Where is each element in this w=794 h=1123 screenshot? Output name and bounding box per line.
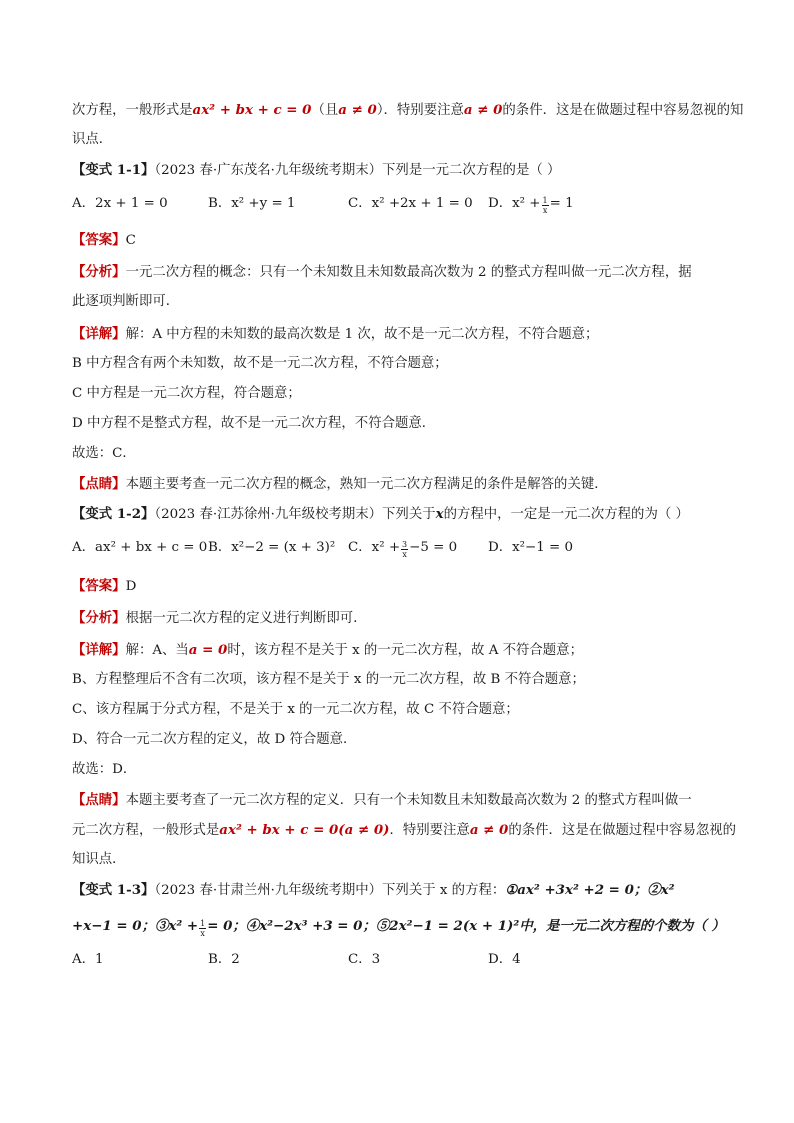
- choose-line: [72, 444, 724, 464]
- option-b: B．x² +y = 1: [208, 196, 296, 211]
- comment-text: 本题主要考查了一元二次方程的定义．只有一个未知数且未知数最高次数为 2 的整式方程叫做一: [125, 793, 692, 808]
- option-c-text: −5 = 0: [409, 540, 458, 555]
- option-d-text: D．x² +: [488, 196, 541, 211]
- option-d: [488, 194, 574, 215]
- detail-line: [72, 384, 724, 404]
- detail-text: D 中方程不是整式方程，故不是一元二次方程，不符合题意．: [72, 416, 436, 431]
- option-c-text: C．x² +: [348, 540, 401, 555]
- formula: ax² + bx + c = 0: [192, 102, 312, 118]
- detail-line: [72, 324, 724, 344]
- answer-tag: 【答案】: [72, 232, 126, 248]
- fraction-denominator: x: [542, 206, 548, 215]
- detail-line: [72, 354, 724, 374]
- detail-line: [72, 640, 724, 660]
- fraction: [401, 540, 408, 559]
- intro-text: 识点．: [72, 132, 113, 147]
- formula: ax² + bx + c = 0(a ≠ 0): [219, 822, 390, 838]
- fraction: [199, 919, 206, 938]
- detail-tag: 【详解】: [72, 326, 126, 342]
- variable: x: [435, 506, 444, 522]
- option-c: C．3: [348, 952, 381, 967]
- analysis-text: 一元二次方程的概念：只有一个未知数且未知数最高次数为 2 的整式方程叫做一元二次方程，据: [125, 265, 692, 280]
- choose-text: 故选：C．: [72, 446, 136, 461]
- variant-tag: 【变式 1-3】: [72, 882, 155, 898]
- detail-text: C、该方程属于分式方程，不是关于 x 的一元二次方程，故 C 不符合题意；: [72, 702, 519, 717]
- analysis-tag: 【分析】: [72, 264, 126, 280]
- option-d-text: = 1: [549, 196, 574, 211]
- question-source: （2023 春·江苏徐州·九年级校考期末）: [154, 507, 383, 522]
- comment-text: 知识点．: [72, 852, 126, 867]
- equation-list: +x−1 = 0；③x² +: [72, 918, 199, 934]
- detail-text: D、符合一元二次方程的定义，故 D 符合题意．: [72, 732, 357, 747]
- fraction: [542, 196, 549, 215]
- variant-1-2-options: [72, 538, 724, 558]
- option-a: A．2x + 1 = 0: [72, 196, 168, 211]
- analysis-line: [72, 262, 724, 282]
- analysis-tag: 【分析】: [72, 610, 126, 626]
- comment-text: 元二次方程，一般形式是: [72, 823, 220, 838]
- variant-tag: 【变式 1-2】: [72, 506, 155, 522]
- detail-line: [72, 700, 724, 720]
- equation-list: = 0；④x²−2x³ +3 = 0；⑤2x²−1 = 2(x + 1)²中，是一元二次方程的个数为（ ）: [207, 918, 725, 934]
- answer-line: [72, 230, 724, 250]
- variant-tag: 【变式 1-1】: [72, 162, 155, 178]
- comment-line-3: [72, 850, 724, 870]
- question-text: 下列是一元二次方程的是（ ）: [382, 163, 561, 178]
- variant-1-2-question: [72, 504, 724, 524]
- option-b: B．x²−2 = (x + 3)²: [208, 540, 336, 555]
- equation-list: ①ax² +3x² +2 = 0；②x²: [505, 882, 675, 898]
- variant-1-1-question: [72, 160, 724, 180]
- option-d: D．4: [488, 952, 521, 967]
- answer-line: [72, 576, 724, 596]
- answer-tag: 【答案】: [72, 578, 126, 594]
- fraction-numerator: 1: [542, 196, 548, 205]
- document-page: [72, 96, 744, 967]
- intro-text: ）．特别要注意: [376, 103, 464, 118]
- option-c: C．x² +2x + 1 = 0: [348, 196, 473, 211]
- variant-1-3-question-line-2: [72, 916, 724, 936]
- analysis-text: 此逐项判断即可．: [72, 294, 180, 309]
- choose-text: 故选：D．: [72, 762, 137, 777]
- detail-text: B、方程整理后不含有二次项，该方程不是关于 x 的一元二次方程，故 B 不符合题意；: [72, 672, 585, 687]
- variant-1-1-options: [72, 194, 724, 214]
- detail-line: [72, 730, 724, 750]
- analysis-line-2: [72, 292, 724, 312]
- detail-line: [72, 414, 724, 434]
- intro-line-2: [72, 130, 724, 150]
- comment-line-2: [72, 820, 737, 840]
- question-text: 的方程中，一定是一元二次方程的为（ ）: [443, 507, 689, 522]
- variant-1-3-options: [72, 950, 724, 970]
- option-c: [348, 538, 457, 559]
- answer-value: C: [125, 233, 136, 248]
- question-source: （2023 春·广东茂名·九年级统考期末）: [154, 163, 383, 178]
- option-b: B．2: [208, 952, 240, 967]
- analysis-line: [72, 608, 724, 628]
- variant-1-3-question: [72, 880, 724, 900]
- option-a: A．ax² + bx + c = 0: [72, 540, 208, 555]
- detail-text: C 中方程是一元二次方程，符合题意；: [72, 386, 301, 401]
- option-a: A．1: [72, 952, 104, 967]
- formula: a ≠ 0: [338, 102, 377, 118]
- formula: a ≠ 0: [463, 102, 503, 118]
- answer-value: D: [125, 579, 137, 594]
- detail-text: B 中方程含有两个未知数，故不是一元二次方程，不符合题意；: [72, 356, 448, 371]
- fraction-numerator: 1: [200, 919, 206, 928]
- analysis-text: 根据一元二次方程的定义进行判断即可．: [125, 611, 367, 626]
- detail-line: [72, 670, 724, 690]
- comment-line: [72, 790, 724, 810]
- option-d: D．x²−1 = 0: [488, 540, 574, 555]
- detail-text: 解：A 中方程的未知数的最高次数是 1 次，故不是一元二次方程，不符合题意；: [125, 327, 599, 342]
- formula: a = 0: [188, 642, 228, 658]
- detail-tag: 【详解】: [72, 642, 126, 658]
- comment-line: [72, 474, 724, 494]
- comment-text: ．特别要注意: [389, 823, 470, 838]
- intro-text: 的条件．这是在做题过程中容易忽视的知: [502, 103, 744, 118]
- comment-text: 的条件．这是在做题过程中容易忽视的: [508, 823, 737, 838]
- detail-text: 解：A、当: [125, 643, 189, 658]
- question-text: 下列关于 x 的方程：: [382, 883, 506, 898]
- comment-tag: 【点睛】: [72, 476, 126, 492]
- question-source: （2023 春·甘肃兰州·九年级统考期中）: [154, 883, 383, 898]
- fraction-denominator: x: [402, 550, 407, 559]
- detail-text: 时，该方程不是关于 x 的一元二次方程，故 A 不符合题意；: [227, 643, 583, 658]
- intro-text: 次方程，一般形式是: [72, 103, 193, 118]
- formula: a ≠ 0: [469, 822, 509, 838]
- question-text: 下列关于: [382, 507, 436, 522]
- comment-text: 本题主要考查一元二次方程的概念，熟知一元二次方程满足的条件是解答的关键．: [125, 477, 608, 492]
- intro-line-1: [72, 100, 744, 120]
- fraction-denominator: x: [200, 929, 205, 938]
- comment-tag: 【点睛】: [72, 792, 126, 808]
- choose-line: [72, 760, 724, 780]
- fraction-numerator: 3: [402, 540, 408, 549]
- intro-text: （且: [311, 103, 339, 118]
